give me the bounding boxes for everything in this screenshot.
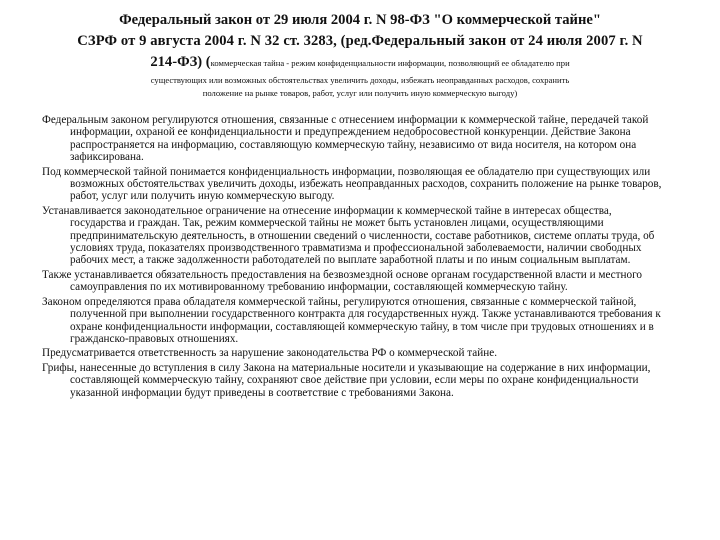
document-body <box>42 114 664 399</box>
paragraph: Грифы, нанесенные до вступления в силу Закона на материальные носители и указывающие на содержание в них информации, составляющей коммерческую тайну, сохраняют свое действие при условии, если меры по охране конфиденциальности указанной информации будут приведены в соответствие с требованиями Закона. <box>42 361 651 399</box>
title-subline-2: положение на рынке товаров, работ, услуг или получить иную коммерческую выгоду) <box>202 88 518 98</box>
paragraph: Законом определяются права обладателя коммерческой тайны, регулируются отношения, связанные с коммерческой тайной, полученной при выполнении государственного контракта для государственных нужд. Также устанавливаются требования к охране конфиденциальности информации, составляющей коммерческую тайну, в том числе при трудовых отношениях и в гражданско-правовых отношениях. <box>42 295 661 345</box>
paragraph: Устанавливается законодательное ограничение на отнесение информации к коммерческой тайне в интересах общества, государства и граждан. Так, режим коммерческой тайны не может быть установлен лицами, осуществляющими предпринимательскую деятельность, в отношении сведений о численности, составе работников, системе оплаты труда, об условиях труда, показателях производственного травматизма и профессиональной заболеваемости, наличии свободных рабочих мест, а также задолженности работодателей по выплате заработной платы и по иным социальным выплатам. <box>42 204 655 267</box>
title-line-3-bold: 214-ФЗ) ( <box>150 54 211 70</box>
paragraph: Предусматривается ответственность за нарушение законодательства РФ о коммерческой тайне. <box>42 347 498 360</box>
paragraph: Под коммерческой тайной понимается конфиденциальность информации, позволяющая ее обладателю при существующих или возможных обстоятельствах увеличить доходы, избежать неоправданных расходов, сохранить положение на рынке товаров, работ, услуг или получить иную коммерческую выгоду. <box>42 165 662 203</box>
document-header <box>56 10 664 100</box>
paragraph: Также устанавливается обязательность предоставления на безвозмездной основе органам государственной власти и местного самоуправления по их мотивированному требованию информации, составляющей коммерческую тайну. <box>42 268 643 294</box>
title-line-2: СЗРФ от 9 августа 2004 г. N 32 ст. 3283, (ред.Федеральный закон от 24 июля 2007 г. N <box>77 33 643 49</box>
title-line-1: Федеральный закон от 29 июля 2004 г. N 98-ФЗ "О коммерческой тайне" <box>119 12 601 28</box>
paragraph: Федеральным законом регулируются отношения, связанные с отнесением информации к коммерческой тайне, передачей такой информации, охраной ее конфиденциальности и предупреждением недобросовестной конкуренции. Действие Закона распространяется на информацию, составляющую коммерческую тайну, независимо от вида носителя, на котором она зафиксирована. <box>42 114 649 164</box>
title-subline-1: существующих или возможных обстоятельствах увеличить доходы, избежать неоправданных расходов, сохранить <box>150 75 570 85</box>
title-line-3 <box>56 52 664 74</box>
title-note: коммерческая тайна - режим конфиденциальности информации, позволяющий ее обладателю при <box>210 58 570 68</box>
